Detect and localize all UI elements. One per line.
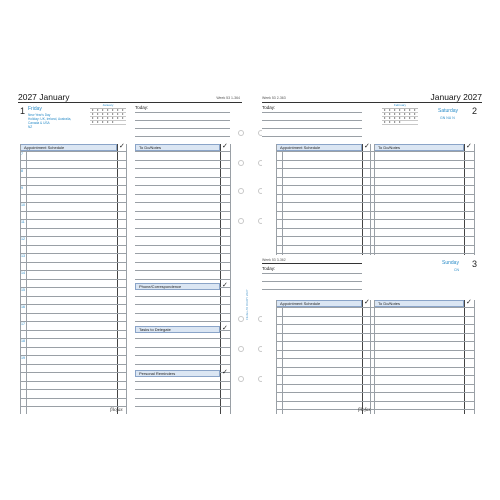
ruled-line (262, 289, 362, 290)
ruled-line (276, 177, 474, 178)
ruled-line (20, 168, 126, 169)
ruled-line (276, 236, 474, 237)
ruled-line (276, 401, 474, 402)
ruled-line (276, 253, 474, 254)
left-appointment-header: Appointment Schedule (20, 144, 117, 151)
hour-label: 13 (21, 254, 25, 258)
ruled-line (20, 202, 126, 203)
ruled-line (276, 185, 474, 186)
right-sun-right-border (474, 300, 475, 414)
ruled-line (135, 406, 230, 407)
ruled-line (20, 151, 126, 152)
binder-hole-icon (238, 160, 244, 166)
ruled-line (20, 228, 126, 229)
hour-label: 14 (21, 271, 25, 275)
binder-hole-icon (238, 346, 244, 352)
right-sat-check-divider (362, 144, 363, 255)
ruled-line (20, 270, 126, 271)
ruled-line (20, 381, 126, 382)
right-appointment-header-sun: Appointment Schedule (276, 300, 362, 307)
right-sun-check-divider (362, 300, 363, 414)
ruled-line (135, 120, 230, 121)
ruled-line (20, 262, 126, 263)
hour-label: 7 (21, 152, 23, 156)
ruled-line (20, 287, 126, 288)
ruled-line (135, 355, 230, 356)
ruled-line (135, 228, 230, 229)
ruled-line (135, 202, 230, 203)
hour-label: 10 (21, 203, 25, 207)
ruled-line (20, 304, 126, 305)
ruled-line (135, 219, 230, 220)
right-day-info-sat: GN NU N (440, 116, 455, 120)
ruled-line (276, 194, 474, 195)
left-filofax-logo: filofax (110, 408, 123, 413)
left-todo-check-icon: ✓ (222, 143, 228, 150)
ruled-line (20, 347, 126, 348)
right-sat-mid-border (370, 144, 371, 255)
ruled-line (20, 296, 126, 297)
right-appointment-check-sun-icon: ✓ (364, 299, 370, 306)
ruled-line (276, 392, 474, 393)
ruled-line (276, 307, 474, 308)
hour-label: 12 (21, 237, 25, 241)
ruled-line (135, 128, 230, 129)
hour-label: 9 (21, 186, 23, 190)
binder-hole-icon (238, 188, 244, 194)
right-todo-header-sun: To Do/Notes (374, 300, 464, 307)
ruled-line (276, 384, 474, 385)
ruled-line (276, 324, 474, 325)
ruled-line (20, 313, 126, 314)
right-sun-todo-left-border (374, 300, 375, 414)
right-sun-mid-border (370, 300, 371, 414)
left-delegate-check-icon: ✓ (222, 325, 228, 332)
right-diary-page (262, 88, 482, 418)
ruled-line (276, 367, 474, 368)
right-mini-calendar-grid (382, 107, 418, 127)
ruled-line (20, 321, 126, 322)
ruled-line (20, 389, 126, 390)
ruled-line (276, 211, 474, 212)
ruled-line (135, 279, 230, 280)
ruled-line (20, 406, 126, 407)
ruled-line (276, 333, 474, 334)
left-appointment-check-icon: ✓ (119, 143, 125, 150)
ruled-line (20, 338, 126, 339)
hour-label: 8 (21, 169, 23, 173)
ruled-line (135, 338, 230, 339)
left-day-number: 1 (20, 106, 26, 116)
ruled-line (20, 372, 126, 373)
left-delegate-header: Tasks to Delegate (135, 326, 220, 333)
right-sun-left-border (276, 300, 277, 414)
ruled-line (135, 313, 230, 314)
right-sat-todo-check-divider (464, 144, 465, 255)
right-today-sat-label: Today: (262, 105, 276, 110)
ruled-line (135, 321, 230, 322)
ruled-line (20, 194, 126, 195)
left-mini-calendar: January (90, 104, 126, 129)
hour-label: 11 (21, 220, 25, 224)
ruled-line (20, 364, 126, 365)
ruled-line (276, 228, 474, 229)
binder-hole-icon (238, 316, 244, 322)
right-today-sun-label: Today: (262, 266, 276, 271)
right-sunday-rule (262, 263, 362, 264)
left-phone-header: Phone/Correspondence (135, 283, 220, 290)
ruled-line (262, 136, 362, 137)
ruled-line (135, 389, 230, 390)
ruled-line (276, 341, 474, 342)
left-reminders-header: Personal Reminders (135, 370, 220, 377)
ruled-line (135, 185, 230, 186)
left-reminders-check-icon: ✓ (222, 369, 228, 376)
right-day-number-sat: 2 (472, 106, 478, 116)
ruled-line (135, 211, 230, 212)
right-todo-header-sat: To Do/Notes (374, 144, 464, 151)
left-week-label: Week 53 1-364 (216, 96, 240, 100)
left-todo-header: To Do/Notes (135, 144, 220, 151)
hour-label: 16 (21, 305, 25, 309)
ruled-line (135, 398, 230, 399)
ruled-line (135, 381, 230, 382)
ruled-line (20, 160, 126, 161)
right-sat-todo-left-border (374, 144, 375, 255)
ruled-line (20, 185, 126, 186)
ruled-line (276, 375, 474, 376)
ruled-line (135, 194, 230, 195)
ruled-line (276, 316, 474, 317)
left-appt-right-border (126, 144, 127, 414)
right-day-name-sun: Sunday (442, 260, 459, 266)
right-filofax-logo: filofax (358, 408, 371, 413)
hour-label: 19 (21, 356, 25, 360)
ruled-line (135, 262, 230, 263)
ruled-line (262, 112, 362, 113)
ruled-line (20, 330, 126, 331)
ruled-line (135, 364, 230, 365)
ruled-line (20, 355, 126, 356)
ruled-line (276, 219, 474, 220)
ruled-line (135, 168, 230, 169)
binder-hole-icon (238, 218, 244, 224)
right-header-rule (262, 102, 482, 103)
right-day-info-sun: CN (454, 268, 460, 272)
right-todo-check-sun-icon: ✓ (466, 299, 472, 306)
ruled-line (276, 409, 474, 410)
ruled-line (135, 245, 230, 246)
ruled-line (262, 120, 362, 121)
left-diary-page (18, 88, 242, 418)
ruled-line (135, 160, 230, 161)
left-appt-hour-divider (26, 151, 27, 414)
left-phone-check-icon: ✓ (222, 282, 228, 289)
ruled-line (20, 279, 126, 280)
ruled-line (135, 253, 230, 254)
right-sun-todo-check-divider (464, 300, 465, 414)
right-todo-check-sat-icon: ✓ (466, 143, 472, 150)
ruled-line (276, 168, 474, 169)
right-sat-right-border (474, 144, 475, 255)
ruled-line (135, 112, 230, 113)
ruled-line (135, 236, 230, 237)
left-today-label: Today: (135, 105, 149, 110)
right-day-number-sun: 3 (472, 259, 478, 269)
ruled-line (135, 347, 230, 348)
right-page-title: January 2027 (430, 92, 482, 102)
right-day-name-sat: Saturday (438, 108, 459, 114)
left-day-name: Friday (28, 106, 42, 112)
ruled-line (20, 398, 126, 399)
right-week-sun-label: Week 53 3-362 (262, 258, 286, 262)
ruled-line (262, 273, 362, 274)
right-sat-hour-divider (282, 151, 283, 255)
ruled-line (276, 202, 474, 203)
left-day-info: New Year's Day Holiday: UK, Ireland, Australia, Canada & USA NZ (28, 113, 72, 129)
hour-label: 15 (21, 288, 25, 292)
right-sat-left-border (276, 144, 277, 255)
binder-hole-icon (238, 376, 244, 382)
right-appointment-check-sat-icon: ✓ (364, 143, 370, 150)
ruled-line (135, 270, 230, 271)
ruled-line (276, 245, 474, 246)
binder-hole-icon (238, 130, 244, 136)
ruled-line (276, 151, 474, 152)
right-appointment-header-sat: Appointment Schedule (276, 144, 362, 151)
ruled-line (20, 177, 126, 178)
left-todo-right-border (230, 144, 231, 414)
left-page-title: 2027 January (18, 92, 70, 102)
ruled-line (20, 219, 126, 220)
ruled-line (20, 236, 126, 237)
hour-label: 18 (21, 339, 25, 343)
ruled-line (276, 160, 474, 161)
ruled-line (276, 358, 474, 359)
ruled-line (262, 128, 362, 129)
ruled-line (135, 151, 230, 152)
ruled-line (135, 177, 230, 178)
ruled-line (135, 304, 230, 305)
ruled-line (262, 281, 362, 282)
ruled-line (20, 245, 126, 246)
right-mini-calendar: February (382, 104, 418, 129)
hour-label: 17 (21, 322, 25, 326)
ruled-line (135, 296, 230, 297)
center-side-text: Filofax A5 DIARY 2027 (245, 289, 249, 320)
left-header-rule (18, 102, 242, 103)
ruled-line (20, 211, 126, 212)
ruled-line (276, 350, 474, 351)
left-mini-calendar-grid (90, 107, 126, 127)
ruled-line (135, 136, 230, 137)
ruled-line (20, 253, 126, 254)
right-week-sat-label: Week 53 2-363 (262, 96, 286, 100)
